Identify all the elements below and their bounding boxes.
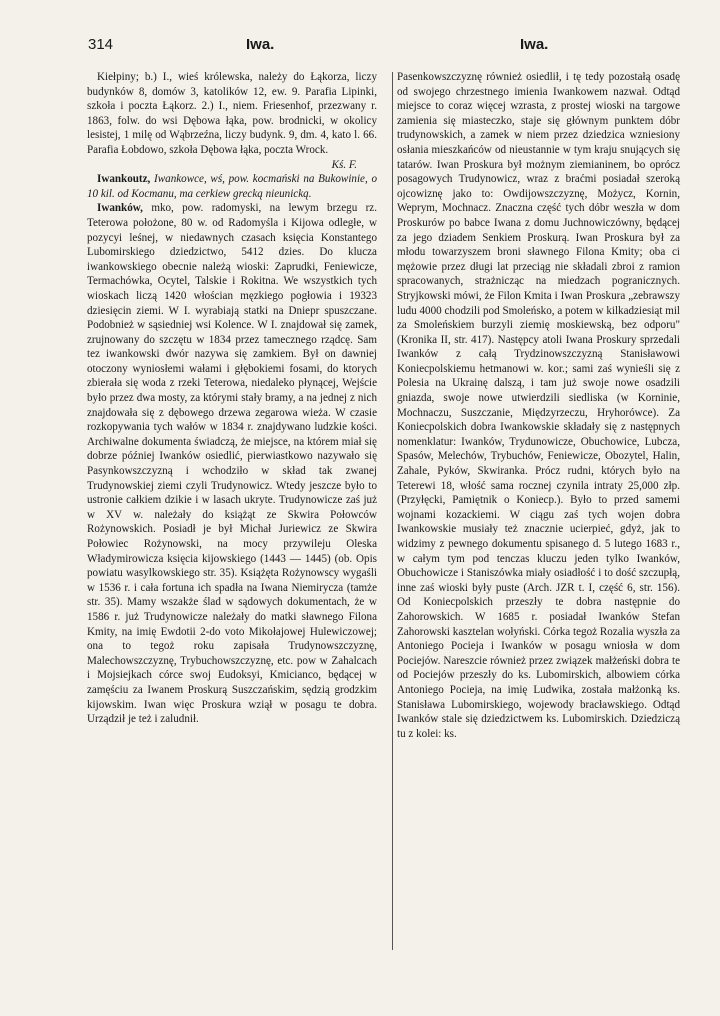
running-headword-left: Iwa. <box>246 36 275 53</box>
author-signature: Kś. F. <box>331 158 357 171</box>
entry-iwankoutz <box>87 172 377 201</box>
entry-headword: Iwankoutz, <box>97 173 151 186</box>
entry-body: mko, pow. radomyski, na lewym brzegu rz. Teterowa położone, 80 w. od Radomyśla i Kijowa odległe, w pozycyi leśnej, w niedawnych czasach księcia Konstantego Lubomirskiego dziedzictwo, 5412 dzies. Do klucza iwankowskiego obecnie należą wioski: Zaprudki, Feniewicze, Termachówka, Ocytel, Talskie i Rokitna. We wszystkich tych wioskach liczą 1420 włościan męzkiego pogłowia i 19323 dziesięcin ziemi. W I. wyrabiają statki na Dniepr spuszczane. Podobnież w sąsiedniej wsi Kolence. W I. znajdował się zamek, zrujnowany do szczętu w 1834 przez tamecznego rządcę. Sam tez iwankowski dwór nazywa się zamkiem. Był on dawniej otoczony wyniosłemi wałami i głębokiemi fosami, do ktorych zbierała się woda z rzeki Teterowa, niedaleko płynącej, Wejście było przez dwa mosty, za którymi stały bramy, a na jednej z nich znajdowała się z dębowego drzewa zegarowa wieża. W czasie rozkopywania tych wałów w 1834 r. znajdywano ludzkie kości. Archiwalne dokumenta świadczą, że miejsce, na którem miał się dobrze później Iwanków osiedlić, pierwiastkowo nazywało się Pasynkowszczyzną i wchodziło w skład tak zwanej Trudynowskiej ziemi czyli Trudynowicz. Wtedy jeszcze było to ustronie całkiem dzikie i w lasach ukryte. Trudynowicze zaś już w XV w. należały do książąt ze Skwira Połowców Rożynowskich. Posiadł je był Michał Juriewicz ze Skwira Połowiec Rożynowski, na mocy przywileju Oleska Władymirowicza księcia kijowskiego (1443 — 1445) (ob. Opis powiatu wasylkowskiego str. 35). Książęta Rożynowscy wygaśli w 1536 r. i cała fortuna ich spadła na Iwana Niemirycza (tamże str. 35). Mamy wszakże ślad w sądowych dokumentach, że w 1586 r. już Trudynowicze należały do matki sławnego Filona Kmity, na imię Ewdotii 2-do voto Mikołajowej Hulewiczowej; ona to tegoż roku zapisała Trudynowszczyznę, Malechowszczyznę, Trybuchowszczyznę, etc. pow w Zahalcach i Mojsiejkach córce swoj Eudoksyi, Kmicianco, będącej w zamęściu za Iwanem Proskurą Suszczańskim, sędzią grodzkim kijowskim. Iwan więc Proskura wziął w posagu te dobra. Urządził je też i zaludnił. <box>87 202 377 726</box>
right-column <box>397 70 680 741</box>
page-header <box>88 36 670 56</box>
entry-body: Iwankowce, wś, pow. kocmański na Bukowinie, o 10 kil. od Kocmanu, ma cerkiew grecką nieunicką. <box>87 173 377 200</box>
column-divider <box>392 72 393 950</box>
entry-iwankow <box>87 201 377 726</box>
page-number: 314 <box>88 36 114 53</box>
entry-continuation: Kiełpiny; b.) I., wieś królewska, należy do Łąkorza, liczy budynków 8, domów 3, katolików 12, ew. 9. Parafia Lipinki, szkoła i poczta Łąkorz. 2.) I., niem. Friesenhof, przezwany r. 1863, folw. do wsi Dębowa łąka, pow. brodnicki, w okolicy lesistej, 1 milę od Wąbrzeźna, liczy budynk. 9, dm. 4, kato l. 66. Parafia Łobdowo, szkoła Dębowa łąka, poczta Wrock. Kś. F. <box>87 71 377 171</box>
entry-headword: Iwanków, <box>97 202 143 215</box>
running-headword-right: Iwa. <box>520 36 549 53</box>
left-column <box>87 70 377 727</box>
entry-iwankow-continued: Pasenkowszczyznę również osiedlił, i tę tedy pozostałą osadę od swojego chrzestnego imienia Iwankowem nazwał. Odtąd miejsce to coraz więcej wzrasta, z prostej wioski na targowe zamienia się miasteczko, staje się głównym punktem dóbr trudynowskich, a zamek w niem przez dziedzica wzniesiony osłania mieszkańców od nieustannie w tym kraju snujących się tatarów. Iwan Proskura był możnym ziemianinem, bo oprócz posagowych Trudynowicz, wraz z braćmi posiadał szeroką ojcowiznę jako to: Owdijowszczyznę, Możycz, Kornin, Weprym, Mochnacz. Znaczna część tych dóbr weszła w dom Proskurów po babce Iwana z domu Juchnowiczówny, będącej za jego dziadem Senkiem Proskurą. Iwan Proskura był za młodu towarzyszem broni sławnego Filona Kmity; oba ci mężowie przez długi lat przeciąg nie składali zbroi z ramion spracowanych, strażnicząc na miedzach pogranicznych. Stryjkowski mówi, że Filon Kmita i Iwan Proskura „zebrawszy ludu 4000 chodzili pod Smoleńsko, a potem w kilkadziesiąt mil za Smoleńskiem burzyli ziemię moskiewską, bez odporu" (Kronika II, str. 417). Następcy atoli Iwana Proskury sprzedali Iwanków z całą Trydzinowszczyzną Stanisławowi Koniecpolskiemu hetmanowi w. kor.; sami zaś wynieśli się z Polesia na Ukrainę dalszą, i tam już swoje nowe osadzili gniazda, swoje nowe utwierdzili siedliska (w Korninie, Mochnaczu, Suszczanie, Międzyrzeczu, Hryhorówce). Za Koniecpolskich dobra Iwankowskie składały się z następnych nomenklatur: Iwanków, Trydunowicze, Obuchowice, Lubcza, Spasów, Melechów, Trybuchów, Feniewicze, Obozytel, Halin, Zahale, Pyków, Skwiranka. Prócz rudni, których było na Teterewi 18, włość sama rocznej czynila intraty 25,000 złp. (Przyłęcki, Pamiętnik o Koniecp.). Było to przed samemi wojnami kozackiemi. W ciągu zaś tych wojen dobra Iwankowskie musiały też znacznie ucierpieć, gdyż, jak to widzimy z pewnego dokumentu spisanego d. 5 lutego 1683 r., w całym tym pod tenczas kluczu jeden tylko Iwanków, Obuchowicze i Staniszówka miały osiadłość i to dość szczupłą, inne zaś wioski były puste (Arch. JZR t. I, część 6, str. 156). Od Koniecpolskich przeszły te dobra następnie do Zahorowskich. W 1685 r. posiadał Iwanków Stefan Zahorowski kasztelan wołyński. Córka tegoż Rozalia wyszła za Antoniego Pocieja i Iwanków w posagu wniosła w dom Pociejów. Nareszcie również przez związek małżeński dobra te od Pociejów przeszły do ks. Lubomirskich, albowiem córka Antoniego Pocieja, na imię Ludwika, została małżonką ks. Stanisława Lubomirskiego, wojewody bracławskiego. Odtąd Iwanków stale się dziedzictwem ks. Lubomirskich. Dziedziczą tu z kolei: ks. <box>397 71 680 740</box>
